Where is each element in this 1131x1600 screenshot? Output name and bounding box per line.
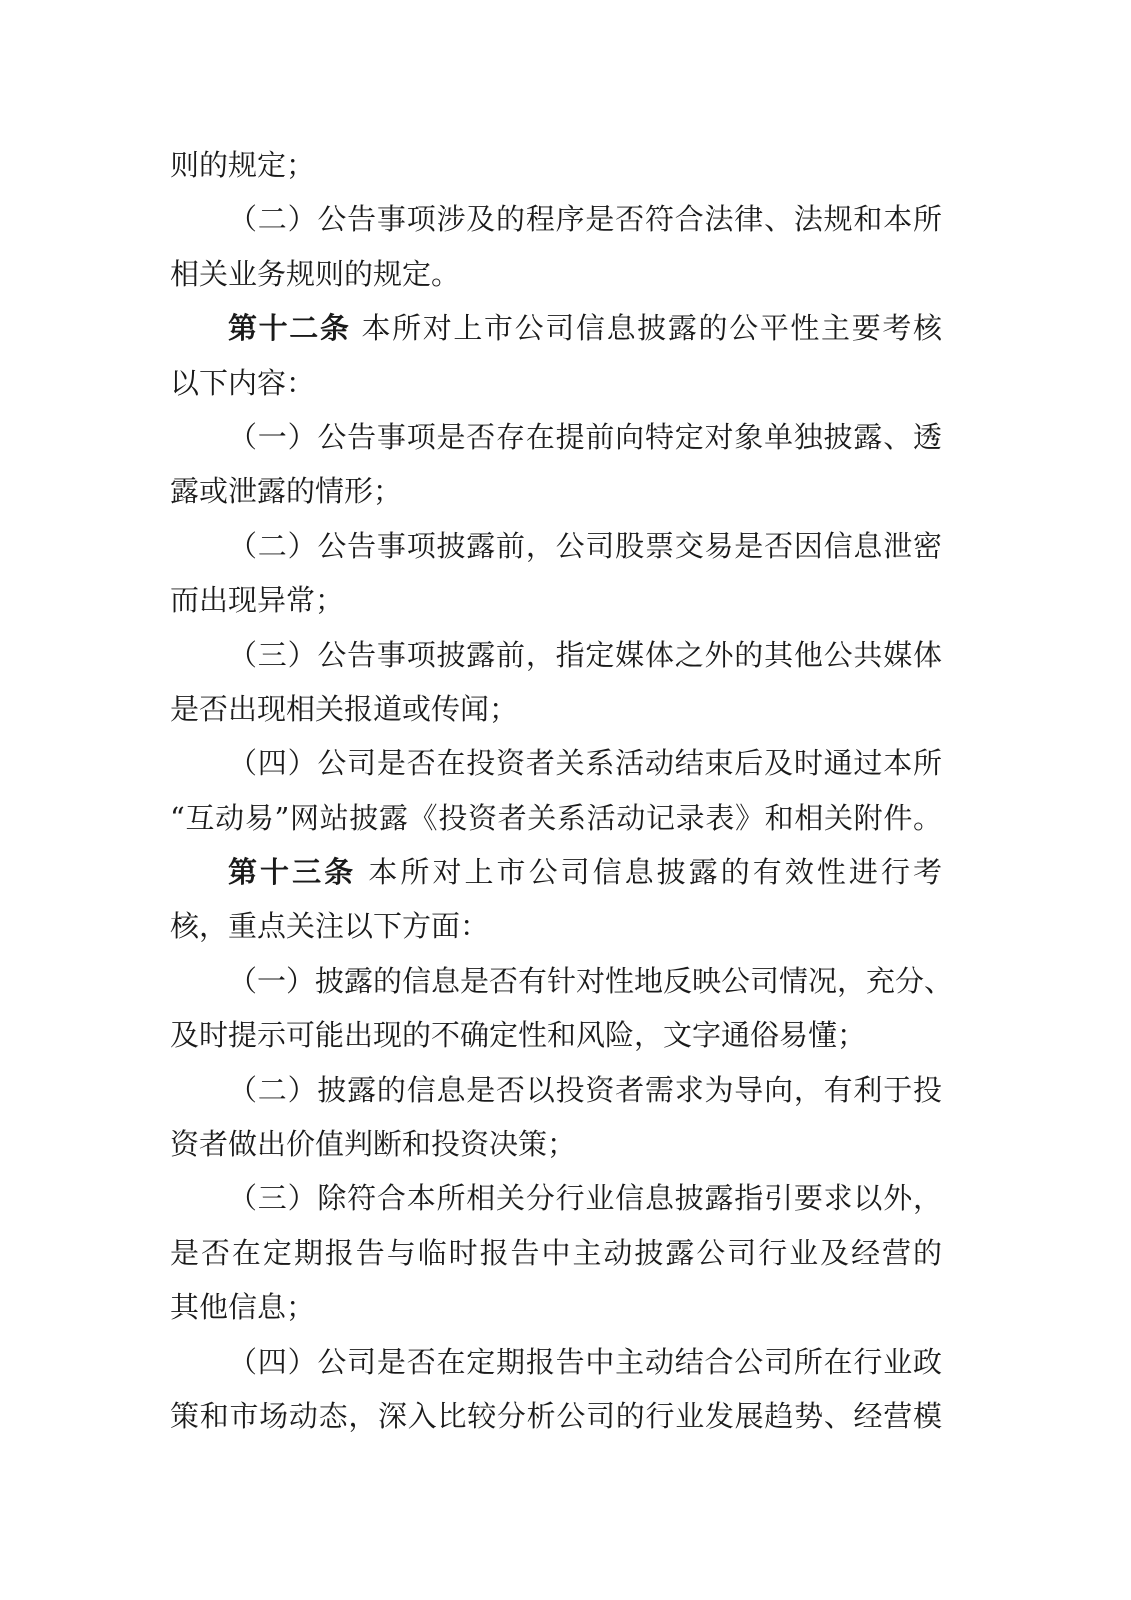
line-text: 以下内容：: [170, 365, 316, 400]
text-line: [170, 682, 942, 736]
line-text: 是否出现相关报道或传闻；: [170, 691, 519, 726]
line-text: 露或泄露的情形；: [170, 474, 403, 509]
text-line: [170, 138, 942, 192]
line-text: （二）披露的信息是否以投资者需求为导向，有利于投: [228, 1072, 942, 1107]
line-text: （四）公司是否在定期报告中主动结合公司所在行业政: [228, 1344, 942, 1379]
article-number: 第十三条: [228, 855, 357, 890]
text-line: [170, 464, 942, 518]
line-text: 其他信息；: [170, 1290, 316, 1325]
text-line: [170, 954, 954, 1008]
text-line: [170, 356, 942, 410]
line-text: 资者做出价值判断和投资决策；: [170, 1127, 577, 1162]
article-line: [170, 845, 942, 899]
line-text: （二）公告事项披露前，公司股票交易是否因信息泄密: [228, 528, 942, 563]
line-text: 本所对上市公司信息披露的有效性进行考: [356, 855, 942, 890]
document-body: [170, 138, 954, 1443]
text-line: [170, 1226, 942, 1280]
line-text: “互动易”网站披露《投资者关系活动记录表》和相关附件。: [170, 800, 942, 835]
text-line: [170, 410, 942, 464]
line-text: （二）公告事项涉及的程序是否符合法律、法规和本所: [228, 202, 942, 237]
article-line: [170, 301, 942, 355]
line-text: 是否在定期报告与临时报告中主动披露公司行业及经营的: [170, 1235, 942, 1270]
text-line: [170, 1171, 942, 1225]
text-line: [170, 1280, 942, 1334]
text-line: [170, 736, 942, 790]
line-text: （一）公告事项是否存在提前向特定对象单独披露、透: [228, 419, 942, 454]
line-text: 而出现异常；: [170, 583, 345, 618]
line-text: 本所对上市公司信息披露的公平性主要考核: [350, 311, 942, 346]
text-line: [170, 1335, 942, 1389]
line-text: 相关业务规则的规定。: [170, 256, 461, 291]
line-text: （三）除符合本所相关分行业信息披露指引要求以外，: [228, 1181, 942, 1216]
text-line: [170, 791, 942, 845]
text-line: [170, 1117, 942, 1171]
text-line: [170, 628, 942, 682]
text-line: [170, 1389, 942, 1443]
line-text: （一）披露的信息是否有针对性地反映公司情况，充分、: [228, 963, 954, 998]
text-line: [170, 899, 942, 953]
text-line: [170, 519, 942, 573]
text-line: [170, 192, 942, 246]
text-line: [170, 573, 942, 627]
line-text: （三）公告事项披露前，指定媒体之外的其他公共媒体: [228, 637, 942, 672]
line-text: 则的规定；: [170, 148, 316, 182]
line-text: （四）公司是否在投资者关系活动结束后及时通过本所: [228, 746, 942, 781]
line-text: 及时提示可能出现的不确定性和风险，文字通俗易懂；: [170, 1018, 867, 1053]
line-text: 核，重点关注以下方面：: [170, 909, 490, 944]
article-number: 第十二条: [228, 311, 351, 346]
line-text: 策和市场动态，深入比较分析公司的行业发展趋势、经营模: [170, 1398, 942, 1433]
text-line: [170, 1008, 942, 1062]
text-line: [170, 247, 942, 301]
text-line: [170, 1063, 942, 1117]
